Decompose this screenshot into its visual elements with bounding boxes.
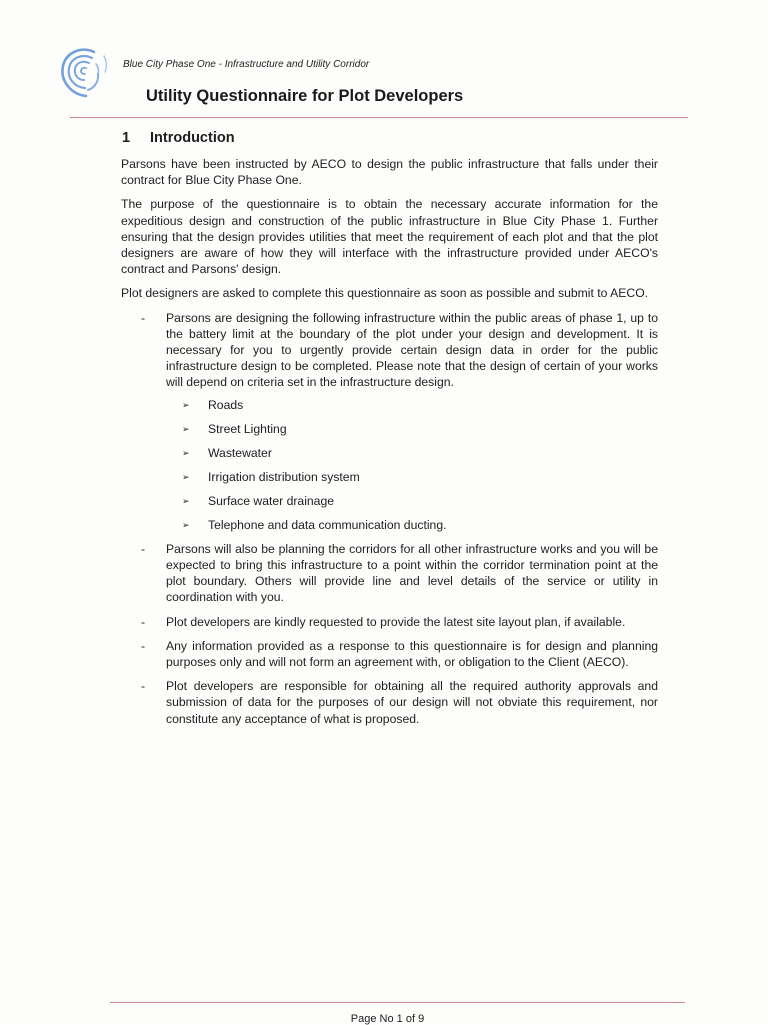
- arrow-bullet-icon: ➢: [182, 423, 190, 434]
- sub-bullet-text: Street Lighting: [208, 421, 287, 436]
- bullet-marker: -: [141, 541, 146, 556]
- document-subtitle: Blue City Phase One - Infrastructure and Utility Corridor: [123, 59, 370, 70]
- paragraph: Plot designers are asked to complete this questionnaire as soon as possible and submit to AECO.: [121, 286, 649, 301]
- sub-bullet-list: [166, 397, 658, 533]
- bullet-text: Plot developers are responsible for obtaining all the required authority approvals and submission of data for the purposes of our design will not obviate this requirement, nor constitute any acceptance of what is proposed.: [166, 679, 658, 726]
- bullet-marker: -: [141, 310, 146, 325]
- arrow-bullet-icon: ➢: [182, 519, 190, 530]
- bullet-list: [121, 310, 658, 727]
- bullet-item: [121, 614, 658, 630]
- sub-bullet-text: Roads: [208, 397, 244, 412]
- bullet-text: Plot developers are kindly requested to provide the latest site layout plan, if available.: [166, 614, 626, 629]
- paragraph: The purpose of the questionnaire is to obtain the necessary accurate information for the expeditious design and construction of the public infrastructure in Blue City Phase 1. Further ensuring that the design provides utilities that meet the requirement of each plot and that the plot designers are aware of how they will interface with the infrastructure provided under AECO's contract and Parsons' design.: [121, 197, 658, 277]
- section-heading: [122, 130, 235, 146]
- bullet-item: [121, 310, 658, 533]
- arrow-bullet-icon: ➢: [182, 471, 190, 482]
- arrow-bullet-icon: ➢: [182, 447, 190, 458]
- footer-divider: [110, 1002, 685, 1003]
- page-number: Page No 1 of 9: [350, 1013, 425, 1025]
- bullet-marker: -: [141, 679, 146, 694]
- bullet-marker: -: [141, 638, 146, 653]
- bullet-text: Parsons are designing the following infrastructure within the public areas of phase 1, up to the battery limit at the boundary of the plot under your design and development. It is necessary for you to urgently provide certain design data in order for the public infrastructure design to be completed. Please note that the design of certain of your works will depend on criteria set in the infrastructure design.: [166, 310, 658, 390]
- bullet-item: [121, 638, 658, 670]
- document-body: [121, 156, 658, 735]
- sub-bullet-item: [166, 445, 658, 461]
- sub-bullet-text: Wastewater: [208, 445, 272, 460]
- arrow-bullet-icon: ➢: [182, 399, 190, 410]
- sub-bullet-item: [166, 397, 658, 413]
- bullet-text: Parsons will also be planning the corridors for all other infrastructure works and you will be expected to bring this infrastructure to a point within the corridor termination point at the plot boundary. Others will provide line and level details of the service or utility in coordination with you.: [166, 541, 658, 605]
- sub-bullet-item: [166, 493, 658, 509]
- bullet-text: Any information provided as a response to this questionnaire is for design and planning purposes only and will not form an agreement with, or obligation to the Client (AECO).: [166, 638, 658, 670]
- sub-bullet-item: [166, 469, 658, 485]
- sub-bullet-text: Irrigation distribution system: [208, 469, 360, 484]
- sub-bullet-text: Telephone and data communication ducting.: [208, 517, 447, 532]
- section-number: 1: [122, 130, 131, 146]
- document-title: Utility Questionnaire for Plot Developers: [146, 87, 464, 105]
- blue-city-logo-icon: [58, 44, 110, 100]
- arrow-bullet-icon: ➢: [182, 495, 190, 506]
- sub-bullet-text: Surface water drainage: [208, 493, 335, 508]
- bullet-item: [121, 541, 658, 606]
- bullet-marker: -: [141, 614, 146, 629]
- header-divider: [70, 117, 688, 118]
- paragraph: Parsons have been instructed by AECO to design the public infrastructure that falls under their contract for Blue City Phase One.: [121, 157, 658, 188]
- section-title: Introduction: [150, 130, 235, 146]
- bullet-item: [121, 678, 658, 727]
- sub-bullet-item: [166, 421, 658, 437]
- sub-bullet-item: [166, 517, 658, 533]
